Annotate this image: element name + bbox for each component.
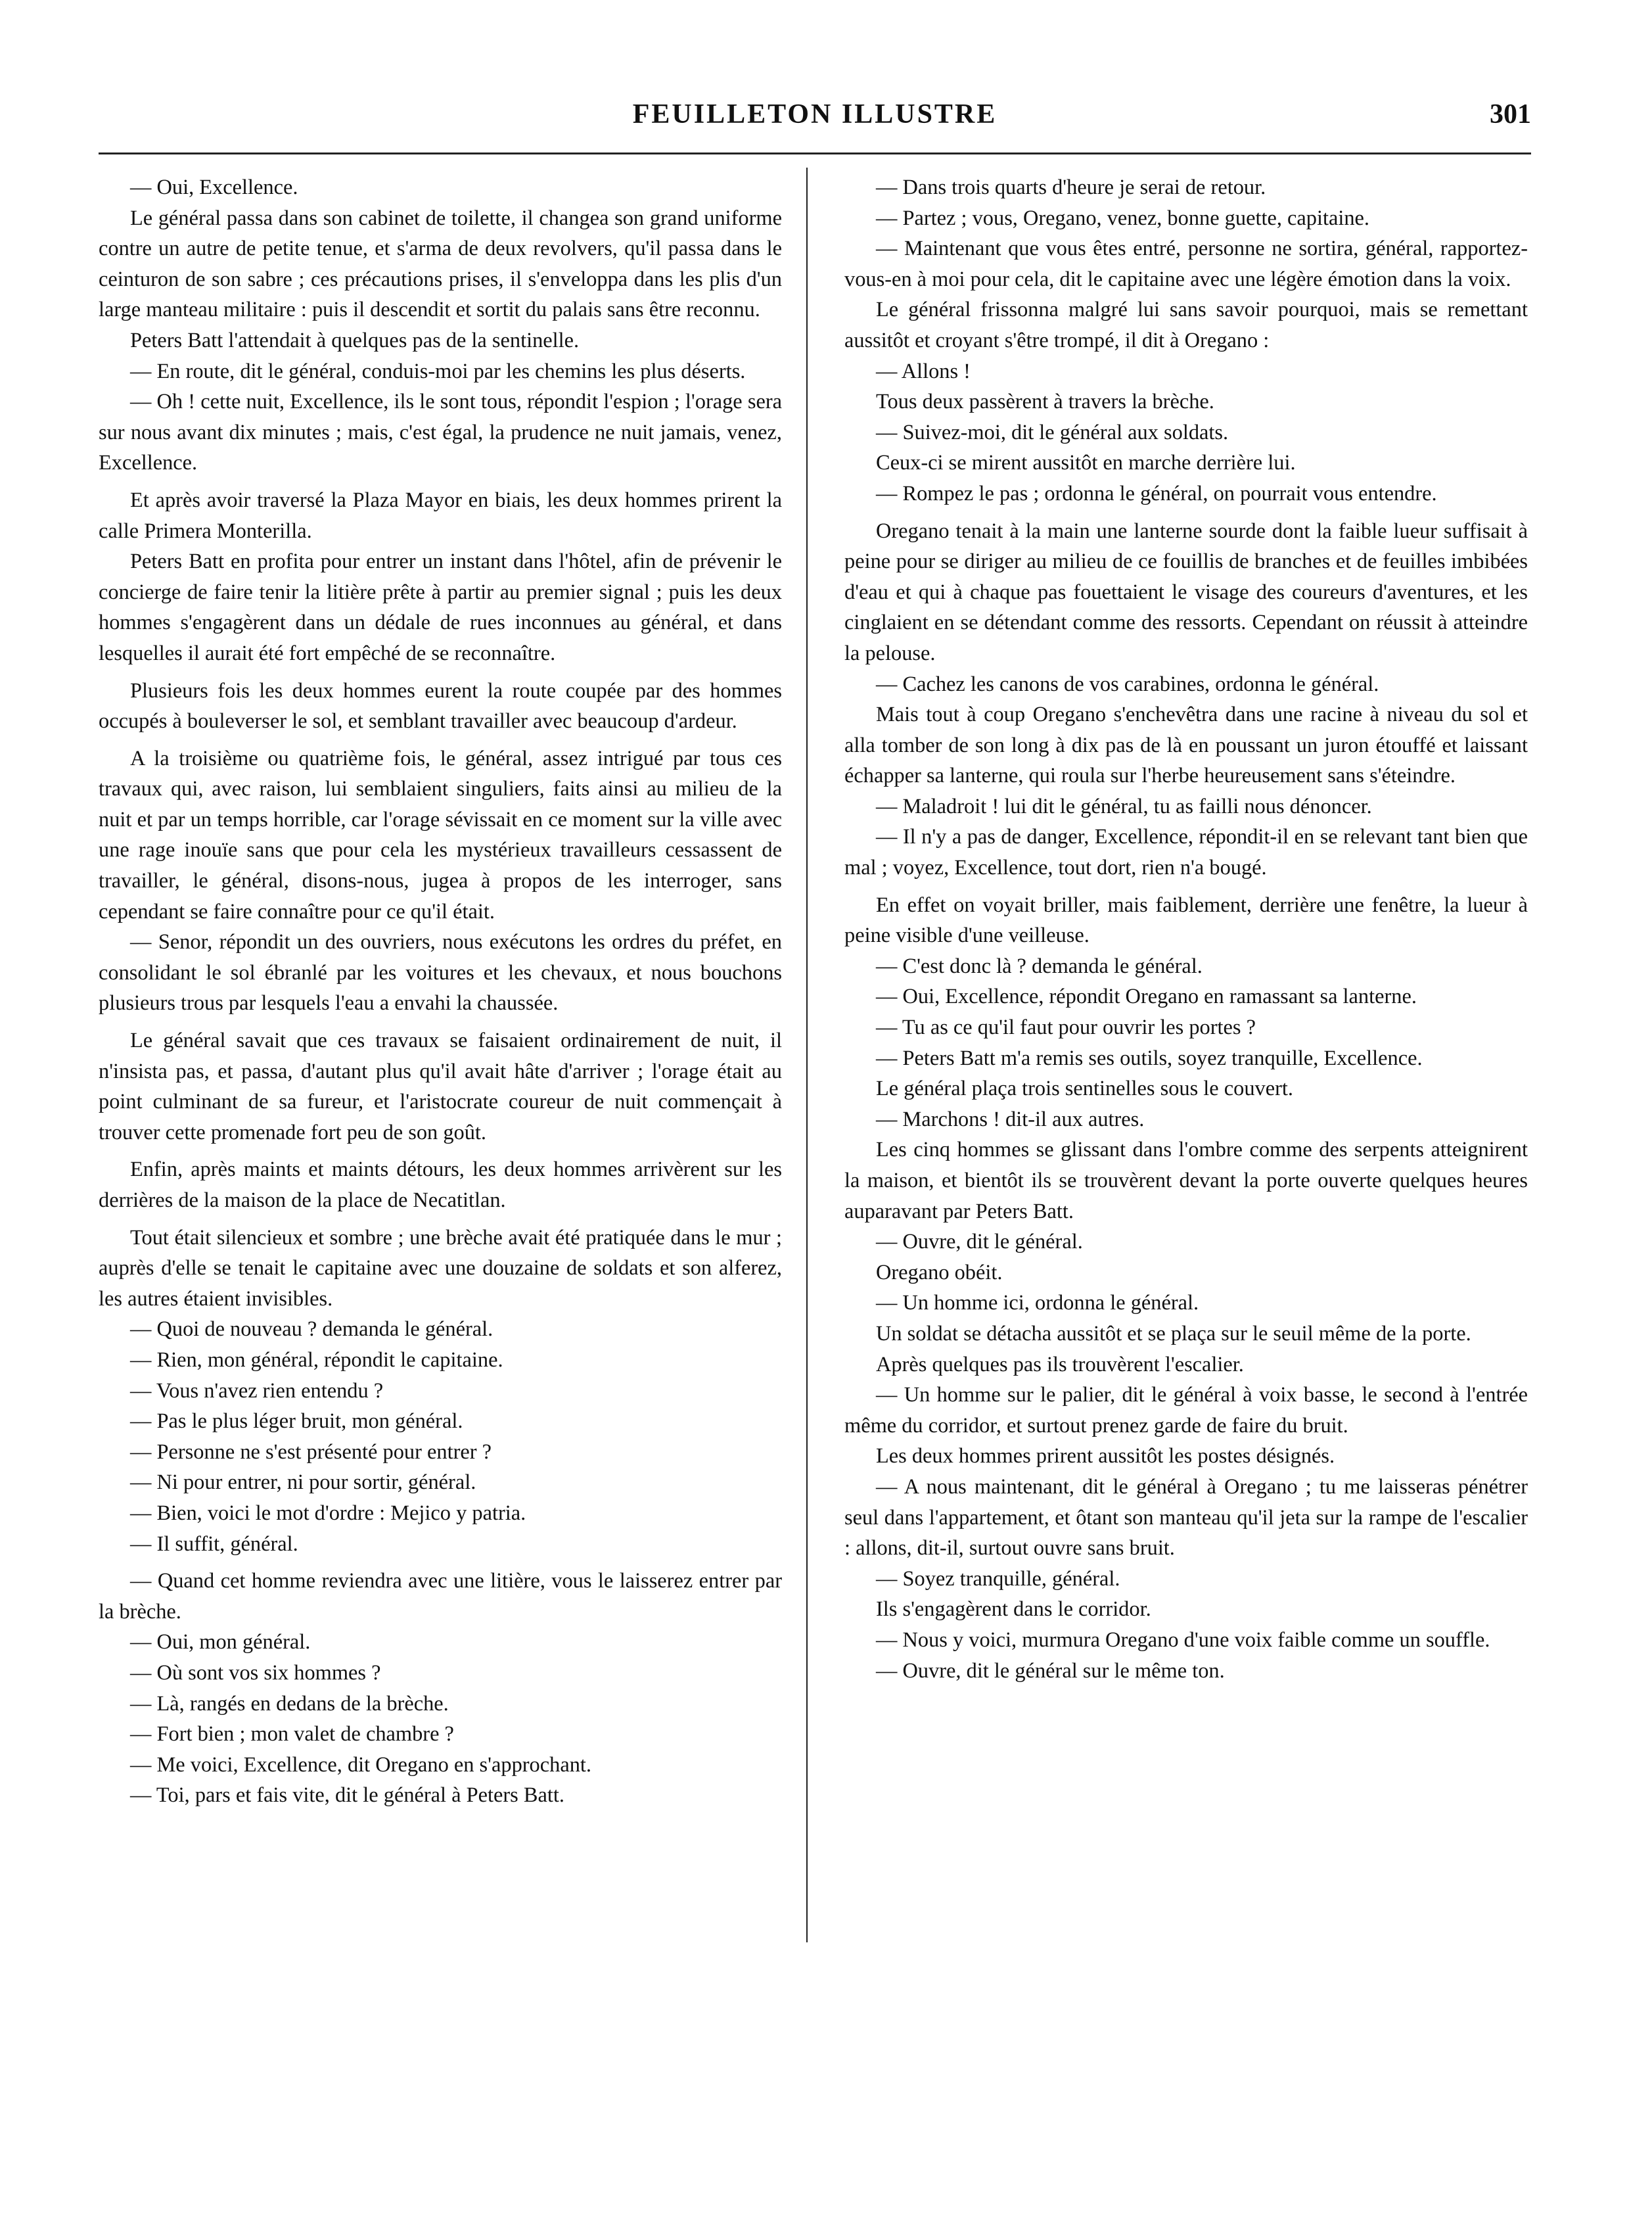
paragraph: — A nous maintenant, dit le général à Oregano ; tu me laisseras pénétrer seul dans l'appartement, et ôtant son manteau qu'il jeta sur la rampe de l'escalier : allons, dit-il, surtout ouvre sans bruit. <box>844 1474 1528 1560</box>
paragraph: — Maintenant que vous êtes entré, personne ne sortira, général, rapportez-vous-en à moi pour cela, dit le capitaine avec une légère émotion dans la voix. <box>844 237 1528 291</box>
paragraph: — Rompez le pas ; ordonna le général, on pourrait vous entendre. <box>876 481 1437 505</box>
paragraph: — Me voici, Excellence, dit Oregano en s'approchant. <box>130 1752 591 1777</box>
paragraph: — Tu as ce qu'il faut pour ouvrir les portes ? <box>876 1016 1256 1040</box>
paragraph: — Maladroit ! lui dit le général, tu as failli nous dénoncer. <box>876 794 1372 818</box>
paragraph: Le général savait que ces travaux se faisaient ordinairement de nuit, il n'insista pas, et passa, d'autant plus qu'il avait hâte d'arriver ; l'orage était au point culminant de sa fureur, et l'aristocrate coureur de nuit commençait à trouver cette promenade fort peu de son goût. <box>99 1029 782 1144</box>
paragraph: — Peters Batt m'a remis ses outils, soyez tranquille, Excellence. <box>876 1046 1423 1070</box>
right-column <box>844 172 1528 1686</box>
paragraph: Un soldat se détacha aussitôt et se plaça sur le seuil même de la porte. <box>876 1321 1471 1346</box>
paragraph: — Ni pour entrer, ni pour sortir, général. <box>130 1470 476 1495</box>
paragraph: — Il n'y a pas de danger, Excellence, répondit-il en se relevant tant bien que mal ; voyez, Excellence, tout dort, rien n'a bougé. <box>844 825 1528 880</box>
paragraph: — Il suffit, général. <box>130 1532 298 1556</box>
paragraph: — Là, rangés en dedans de la brèche. <box>130 1691 449 1716</box>
paragraph: — Soyez tranquille, général. <box>876 1566 1120 1591</box>
paragraph: — Oui, Excellence. <box>130 176 298 199</box>
page-number: 301 <box>1490 99 1531 129</box>
paragraph: Les cinq hommes se glissant dans l'ombre comme des serpents atteignirent la maison, et bientôt ils se trouvèrent devant la porte ouverte quelques heures auparavant par Peters Batt. <box>844 1138 1528 1223</box>
paragraph: Et après avoir traversé la Plaza Mayor en biais, les deux hommes prirent la calle Primera Monterilla. <box>99 488 782 543</box>
paragraph: Plusieurs fois les deux hommes eurent la route coupée par des hommes occupés à bouleverser le sol, et semblant travailler avec beaucoup d'ardeur. <box>99 678 782 734</box>
paragraph: En effet on voyait briller, mais faiblement, derrière une fenêtre, la lueur à peine visible d'une veilleuse. <box>844 893 1528 948</box>
paragraph: — Toi, pars et fais vite, dit le général à Peters Batt. <box>130 1783 564 1808</box>
paragraph: — Oui, mon général. <box>130 1630 311 1654</box>
paragraph: — C'est donc là ? demanda le général. <box>876 954 1203 978</box>
paragraph: — En route, dit le général, conduis-moi par les chemins les plus déserts. <box>130 359 746 383</box>
paragraph: Tous deux passèrent à travers la brèche. <box>876 390 1214 414</box>
paragraph: Ceux-ci se mirent aussitôt en marche derrière lui. <box>876 451 1296 475</box>
paragraph: Enfin, après maints et maints détours, les deux hommes arrivèrent sur les derrières de la maison de la place de Necatitlan. <box>99 1158 782 1212</box>
paragraph: Mais tout à coup Oregano s'enchevêtra dans une racine à niveau du sol et alla tomber de son long à dix pas de là en poussant un juron étouffé et laissant échapper sa lanterne, qui roula sur l'herbe heureusement sans s'éteindre. <box>844 703 1528 788</box>
paragraph: — Bien, voici le mot d'ordre : Mejico y patria. <box>130 1501 526 1525</box>
paragraph: Le général frissonna malgré lui sans savoir pourquoi, mais se remettant aussitôt et croyant s'être trompé, il dit à Oregano : <box>844 298 1528 352</box>
paragraph: — Marchons ! dit-il aux autres. <box>876 1107 1145 1131</box>
paragraph: Le général plaça trois sentinelles sous le couvert. <box>876 1077 1293 1101</box>
paragraph: Oregano obéit. <box>876 1260 1003 1284</box>
paragraph: — Quoi de nouveau ? demanda le général. <box>130 1317 493 1342</box>
paragraph: Tout était silencieux et sombre ; une brèche avait été pratiquée dans le mur ; auprès d'elle se tenait le capitaine avec une douzaine de soldats et son alferez, les autres étaient invisibles. <box>99 1225 782 1311</box>
paragraph: Les deux hommes prirent aussitôt les postes désignés. <box>876 1444 1335 1468</box>
left-column <box>99 172 782 1811</box>
paragraph: — Un homme sur le palier, dit le général à voix basse, le second à l'entrée même du corridor, et surtout prenez garde de faire du bruit. <box>844 1383 1528 1438</box>
column-divider <box>806 168 808 1942</box>
paragraph: — Vous n'avez rien entendu ? <box>130 1378 384 1403</box>
paragraph: — Nous y voici, murmura Oregano d'une voix faible comme un souffle. <box>876 1628 1490 1652</box>
paragraph: — Dans trois quarts d'heure je serai de retour. <box>876 176 1266 199</box>
paragraph: — Un homme ici, ordonna le général. <box>876 1291 1199 1315</box>
paragraph: — Oh ! cette nuit, Excellence, ils le sont tous, répondit l'espion ; l'orage sera sur nous avant dix minutes ; mais, c'est égal, la prudence ne nuit jamais, venez, Excellence. <box>99 390 782 475</box>
paragraph: Le général passa dans son cabinet de toilette, il changea son grand uniforme contre un autre de petite tenue, et s'arma de deux revolvers, qu'il passa dans le ceinturon de son sabre ; ces précautions prises, il s'enveloppa dans les plis d'un large manteau militaire : puis il descendit et sortit du palais sans être reconnu. <box>99 206 782 322</box>
paragraph: — Suivez-moi, dit le général aux soldats. <box>876 420 1229 444</box>
paragraph: — Rien, mon général, répondit le capitaine. <box>130 1347 503 1372</box>
paragraph: — Pas le plus léger bruit, mon général. <box>130 1409 463 1434</box>
paragraph: — Allons ! <box>876 359 971 383</box>
paragraph: — Quand cet homme reviendra avec une litière, vous le laisserez entrer par la brèche. <box>99 1569 782 1624</box>
paragraph: Après quelques pas ils trouvèrent l'escalier. <box>876 1352 1244 1376</box>
paragraph: — Personne ne s'est présenté pour entrer ? <box>130 1440 492 1464</box>
paragraph: — Ouvre, dit le général sur le même ton. <box>876 1658 1225 1683</box>
paragraph: — Ouvre, dit le général. <box>876 1230 1083 1254</box>
paragraph: — Fort bien ; mon valet de chambre ? <box>130 1722 454 1746</box>
paragraph: — Partez ; vous, Oregano, venez, bonne guette, capitaine. <box>876 206 1370 230</box>
header-rule <box>99 152 1531 154</box>
paragraph: Oregano tenait à la main une lanterne sourde dont la faible lueur suffisait à peine pour se diriger au milieu de ce fouillis de branches et de feuilles imbibées d'eau et qui à chaque pas fouettaient le visage des coureurs d'aventures, et les cinglaient en se détendant comme des ressorts. Cependant on réussit à atteindre la pelouse. <box>844 519 1528 665</box>
paragraph: Ils s'engagèrent dans le corridor. <box>876 1597 1151 1622</box>
paragraph: Peters Batt l'attendait à quelques pas de la sentinelle. <box>130 328 580 352</box>
paragraph: — Où sont vos six hommes ? <box>130 1660 381 1685</box>
running-title: FEUILLETON ILLUSTRE <box>632 99 998 129</box>
running-head <box>99 99 1531 145</box>
paragraph: Peters Batt en profita pour entrer un instant dans l'hôtel, afin de prévenir le concierge de faire tenir la litière prête à partir au premier signal ; puis les deux hommes s'engagèrent dans un dédale de rues inconnues au général, et dans lesquelles il aurait été fort empêché de se reconnaître. <box>99 550 782 665</box>
paragraph: — Senor, répondit un des ouvriers, nous exécutons les ordres du préfet, en consolidant le sol ébranlé par les voitures et les chevaux, et nous bouchons plusieurs trous par lesquels l'eau a envahi la chaussée. <box>99 930 782 1016</box>
paragraph: — Oui, Excellence, répondit Oregano en ramassant sa lanterne. <box>876 985 1417 1009</box>
paragraph: A la troisième ou quatrième fois, le général, assez intrigué par tous ces travaux qui, avec raison, lui semblaient singuliers, faits ainsi au milieu de la nuit et par un temps horrible, car l'orage sévissait en ce moment sur la ville avec une rage inouïe sans que pour cela les mystérieux travailleurs cessassent de travailler, le général, disons-nous, jugea à propos de les interroger, sans cependant se faire connaître pour ce qu'il était. <box>99 746 782 924</box>
paragraph: — Cachez les canons de vos carabines, ordonna le général. <box>876 672 1379 696</box>
